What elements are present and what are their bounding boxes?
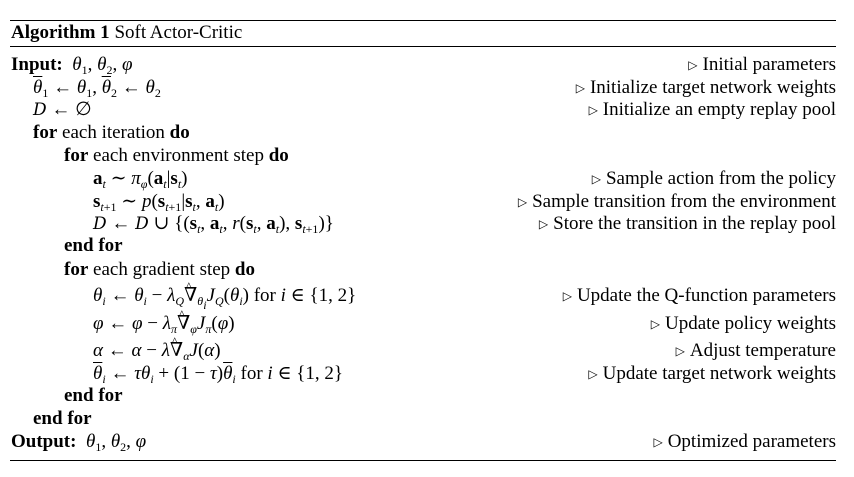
- line-for-iteration: for each iteration do: [33, 122, 190, 143]
- rule-mid: [10, 46, 836, 47]
- comment-triangle-icon: ▷: [588, 367, 598, 381]
- comment-update-target: ▷ Update target network weights: [588, 363, 836, 384]
- comment-store: ▷ Store the transition in the replay pool: [538, 213, 836, 234]
- algorithm-label: Algorithm 1: [11, 22, 110, 43]
- comment-triangle-icon: ▷: [538, 217, 549, 231]
- comment-output: ▷ Optimized parameters: [653, 431, 836, 452]
- comment-triangle-icon: ▷: [517, 195, 528, 209]
- comment-triangle-icon: ▷: [562, 289, 572, 303]
- comment-triangle-icon: ▷: [675, 344, 685, 358]
- comment-triangle-icon: ▷: [591, 172, 601, 186]
- line-update-target: $\overline{\theta}_i$ ← $\tau\theta_i + (1 - \tau)\overline{\theta}_i$ for i ∈ {1, 2} ▷ Update target network weights: [93, 363, 836, 386]
- rule-bottom: [10, 460, 836, 461]
- comment-init-pool: ▷ Initialize an empty replay pool: [588, 99, 836, 120]
- line-sample-action: $a_t$ ∼ $\pi_\varphi(a_t|s_t)$ ▷ Sample action from the policy: [93, 168, 836, 191]
- line-store: D ← D ∪ {($s_t$, $a_t$, $r(s_t$, $a_t$), $s_{t+1}$)} ▷ Store the transition in the replay pool: [93, 213, 836, 236]
- comment-triangle-icon: ▷: [575, 81, 585, 95]
- comment-triangle-icon: ▷: [653, 435, 663, 449]
- comment-init-target: ▷ Initialize target network weights: [575, 77, 836, 98]
- comment-input: ▷ Initial parameters: [688, 54, 836, 75]
- comment-update-policy: ▷ Update policy weights: [650, 313, 836, 334]
- comment-sample-action: ▷ Sample action from the policy: [591, 168, 836, 189]
- comment-triangle-icon: ▷: [588, 103, 598, 117]
- input-keyword: Input:: [11, 54, 63, 75]
- output-keyword: Output:: [11, 431, 77, 452]
- line-end-for-grad: end for: [64, 385, 123, 406]
- line-init-target: $\overline{\theta}_1$ ← $\theta_1$, $\overline{\theta}_2$ ← $\theta_2$ ▷ Initialize target network weights: [33, 77, 836, 100]
- line-end-for-iteration: end for: [33, 408, 92, 429]
- line-init-pool: D ← ∅ ▷ Initialize an empty replay pool: [0, 98, 854, 121]
- line-update-q: $\theta_i$ ← $\theta_i$ − $\lambda_Q\^{}$ $\nabla_{\theta_i}J_Q(\theta_i)$ for i ∈ {1, 2} ▷ Update the Q-function parameters: [0, 284, 854, 307]
- line-adjust-temp: α ← α − λ^ $\nabla_\alpha J(\alpha)$ ▷ Adjust temperature: [0, 339, 854, 362]
- line-for-env-step: for each environment step do: [64, 145, 289, 166]
- comment-sample-transition: ▷ Sample transition from the environment: [517, 191, 836, 212]
- line-sample-transition: $s_{t+1}$ ∼ $p(s_{t+1}|s_t$, $a_t$) ▷ Sample transition from the environment: [93, 191, 836, 214]
- comment-triangle-icon: ▷: [650, 317, 661, 331]
- line-update-policy: φ ← $\varphi - \lambda_\pi\^{}$ $\nabla_\varphi J_\pi(\varphi)$ ▷ Update policy weights: [0, 312, 854, 335]
- comment-update-q: ▷ Update the Q-function parameters: [562, 285, 836, 306]
- comment-triangle-icon: ▷: [688, 58, 698, 72]
- line-input: Input: $\theta_1$, $\theta_2$, φ ▷ Initial parameters: [11, 54, 836, 77]
- algorithm-name: Soft Actor-Critic: [114, 22, 243, 43]
- line-end-for-env: end for: [64, 235, 123, 256]
- line-output: Output: $\theta_1$, $\theta_2$, φ ▷ Optimized parameters: [11, 431, 836, 454]
- line-for-grad-step: for each gradient step do: [64, 259, 255, 280]
- algorithm-title: [11, 21, 242, 44]
- comment-adjust-temp: ▷ Adjust temperature: [675, 340, 836, 361]
